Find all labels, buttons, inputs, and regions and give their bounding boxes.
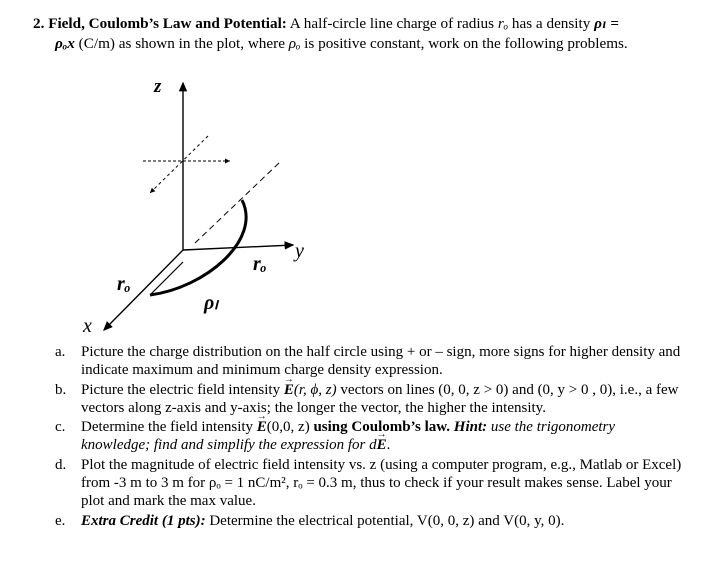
dashed-guide-line <box>195 163 279 243</box>
question-label: e. <box>55 512 66 529</box>
vector-e: → E <box>377 437 387 453</box>
question-c <box>55 418 685 455</box>
x-label: x <box>83 315 92 337</box>
intro-part1: A half-circle line charge of radius <box>286 15 498 32</box>
question-text: Extra Credit (1 pts): Determine the electrical potential, V(0, 0, z) and V(0, y, 0). <box>81 512 565 529</box>
intro-part2: has a density <box>508 15 595 32</box>
extra-credit-label: Extra Credit (1 pts): <box>81 512 206 529</box>
question-label: c. <box>55 419 66 436</box>
ro-label-right: rₒ <box>253 253 267 275</box>
dashed-x-direction-arrow <box>150 136 208 193</box>
sym-rho-l-eq: ρₗ = <box>594 15 619 32</box>
vector-e: → E <box>257 419 267 435</box>
question-d <box>55 456 685 511</box>
sym-rho-o: ρₒ <box>288 35 301 52</box>
sym-ro: rₒ <box>497 15 509 32</box>
vector-e: → E <box>284 382 294 398</box>
question-b <box>55 381 685 418</box>
ro-label-left: rₒ <box>117 273 131 295</box>
question-a <box>55 343 685 380</box>
problem-title: Field, Coulomb’s Law and Potential: <box>48 15 287 32</box>
rho-l-label: ρₗ <box>204 292 218 314</box>
question-label: a. <box>55 344 66 360</box>
question-text: Plot the magnitude of electric field intensity vs. z (using a computer program, e.g., Matlab or Excel) from -3 m to 3 m for ρₒ = 1 nC/m², rₒ = 0.3 m, thus to check if your result makes sense. Label your plot and mark the max value. <box>81 456 682 510</box>
question-text: Determine the field intensity → E(0,0, z) using Coulomb’s law. Hint: use the trigonometry knowledge; find and simplify the expression for d→ E. <box>81 418 685 455</box>
question-e <box>55 512 685 530</box>
question-text: Picture the charge distribution on the half circle using + or – sign, more signs for higher density and indicate maximum and minimum charge density expression. <box>81 344 681 379</box>
question-label: b. <box>55 381 67 398</box>
y-label: y <box>295 240 304 262</box>
problem-number: 2. <box>33 15 45 32</box>
intro-part3: (C/m) as shown in the plot, where <box>74 35 289 52</box>
question-list <box>55 343 685 531</box>
question-text: Picture the electric field intensity → E(r, ϕ, z) vectors on lines (0, 0, z > 0) and (0, y > 0 , 0), i.e., a few vectors along z-axis and y-axis; the longer the vector, the higher the intensity. <box>81 381 685 418</box>
sym-rho-o-x: ρₒx <box>55 35 75 52</box>
intro-part4: is positive constant, work on the following problems. <box>300 35 628 52</box>
z-label: z <box>154 76 162 97</box>
question-label: d. <box>55 456 67 473</box>
